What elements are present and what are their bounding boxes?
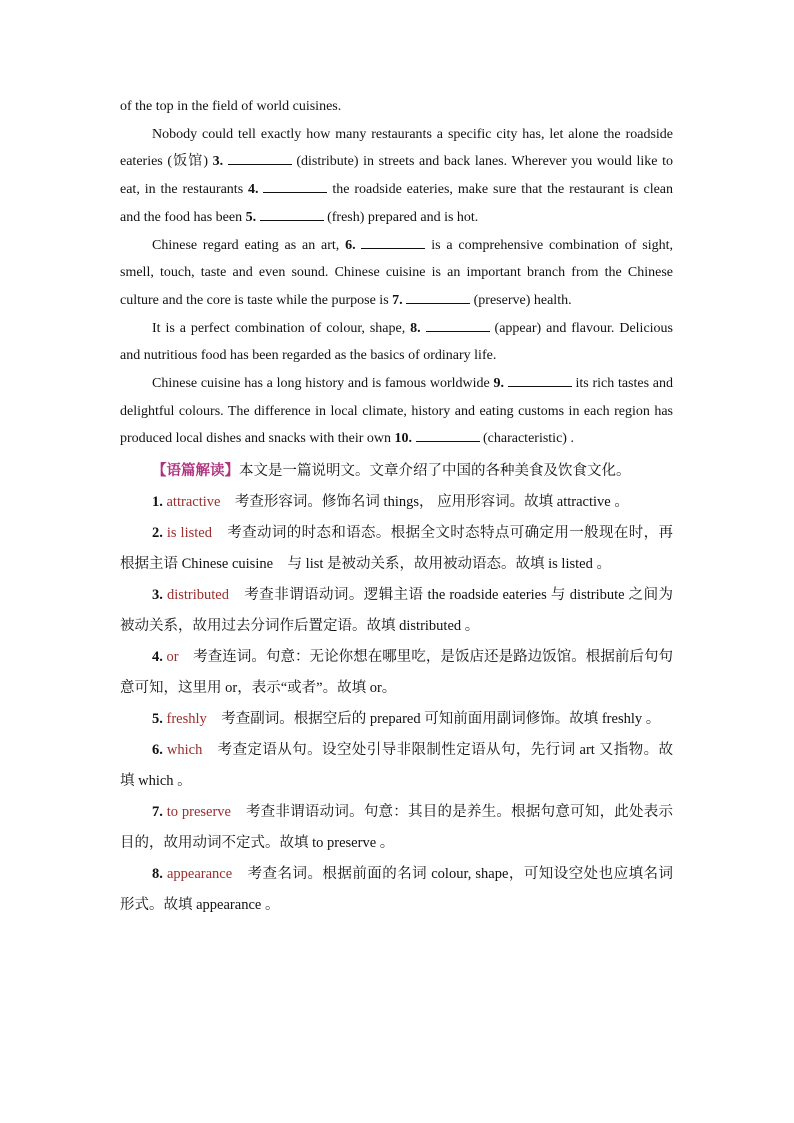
answer-number: 1.	[152, 494, 163, 511]
passage-paragraph-1	[120, 121, 673, 232]
answer-explanation: 考查非谓语动词。逻辑主语 the roadside eateries 与 distribute 之间为被动关系，故用过去分词作后置定语。故填 distributed 。	[120, 587, 673, 635]
answer-key: which	[166, 742, 203, 759]
answer-key: or	[166, 649, 179, 666]
passage-text: is a comprehensive combination of sight, smell, touch, taste and even sound. Chinese cuisine is an important branch from the Chinese culture and the core is taste while the purpose is	[120, 237, 673, 308]
passage-paragraph-2	[120, 232, 673, 315]
answer-item-8	[120, 859, 673, 921]
answer-number: 2.	[152, 525, 163, 542]
passage-text: Chinese regard eating as an art,	[152, 237, 346, 253]
answer-explanation: 考查连词。句意：无论你想在哪里吃，是饭店还是路边饭馆。根据前后句句意可知，这里用 or，表示“或者”。故填 or。	[120, 649, 674, 697]
answer-explanation: 考查形容词。修饰名词 things， 应用形容词。故填 attractive 。	[220, 494, 629, 511]
passage-text: (distribute) in streets and back lanes. Wherever you would like to eat, in the restaurants	[120, 154, 673, 198]
passage-paragraph-4	[120, 370, 673, 453]
passage-text: (appear) and flavour. Delicious and nutritious food has been regarded as the basics of ordinary life.	[120, 320, 673, 364]
passage-text: (characteristic) .	[479, 431, 574, 447]
passage-paragraph-0: of the top in the field of world cuisines.	[120, 99, 342, 114]
passage-text: Chinese cuisine has a long history and is famous worldwide	[152, 376, 494, 392]
answer-item-3	[120, 580, 673, 642]
answer-key: freshly	[166, 711, 207, 728]
passage-text: the roadside eateries, make sure that the restaurant is clean and the food has been	[120, 182, 674, 225]
answer-explanation: 考查副词。根据空后的 prepared 可知前面用副词修饰。故填 freshly 。	[206, 711, 661, 728]
passage-text: (fresh) prepared and is hot.	[323, 209, 479, 225]
answer-number: 4.	[152, 649, 163, 666]
answer-item-7	[120, 797, 673, 859]
answer-blank-4	[263, 180, 327, 193]
passage-text: its rich tastes and delightful colours. The difference in local climate, history and eating customs in each region has produced local dishes and snacks with their own	[120, 376, 674, 447]
answer-item-5	[120, 704, 673, 735]
answer-blank-3	[228, 152, 292, 165]
answer-number: 7.	[152, 804, 163, 821]
answer-item-1	[120, 487, 673, 518]
blank-number-9: 9.	[493, 376, 504, 392]
answer-blank-7	[406, 291, 470, 304]
blank-number-6: 6.	[345, 237, 356, 253]
answer-item-6	[120, 735, 673, 797]
passage-text: It is a perfect combination of colour, shape,	[152, 320, 411, 336]
answer-blank-6	[361, 236, 425, 249]
answer-key: appearance	[166, 866, 233, 883]
analysis-tag: 【语篇解读】	[152, 463, 239, 480]
answer-explanation: 考查定语从句。设空处引导非限制性定语从句，先行词 art 又指物。故填 which 。	[120, 742, 674, 790]
blank-number-4: 4.	[248, 182, 259, 198]
passage	[120, 93, 673, 453]
answer-number: 8.	[152, 866, 163, 883]
answer-number: 6.	[152, 742, 163, 759]
answer-blank-5	[260, 208, 324, 221]
answer-explanation: 考查非谓语动词。句意：其目的是养生。根据句意可知，此处表示目的，故用动词不定式。故填 to preserve 。	[120, 804, 673, 852]
blank-number-8: 8.	[410, 320, 421, 336]
analysis-intro-text: 本文是一篇说明文。文章介绍了中国的各种美食及饮食文化。	[239, 463, 631, 480]
answer-key: distributed	[166, 587, 229, 604]
analysis-section	[120, 456, 673, 921]
answer-blank-10	[416, 429, 480, 442]
blank-number-3: 3.	[212, 154, 224, 170]
answer-blank-8	[426, 319, 490, 332]
answer-item-2	[120, 518, 673, 580]
answer-number: 5.	[152, 711, 163, 728]
answer-item-4	[120, 642, 673, 704]
passage-text: Nobody could tell exactly how many restaurants a specific city has, let alone the roadside eateries (饭馆)	[120, 126, 673, 170]
document-content	[120, 93, 673, 921]
answer-key: is listed	[166, 525, 212, 542]
answer-key: attractive	[166, 494, 221, 511]
answer-explanation: 考查动词的时态和语态。根据全文时态特点可确定用一般现在时，再根据主语 Chinese cuisine 与 list 是被动关系，故用被动语态。故填 is listed 。	[120, 525, 674, 573]
answer-explanation: 考查名词。根据前面的名词 colour, shape，可知设空处也应填名词形式。故填 appearance 。	[120, 866, 673, 914]
analysis-intro	[120, 456, 673, 487]
answer-key: to preserve	[166, 804, 231, 821]
answer-blank-9	[508, 374, 572, 387]
passage-paragraph-3	[120, 315, 673, 370]
answer-number: 3.	[152, 587, 163, 604]
blank-number-5: 5.	[245, 209, 257, 225]
blank-number-7: 7.	[392, 292, 403, 308]
passage-text: (preserve) health.	[470, 292, 572, 308]
blank-number-10: 10.	[394, 431, 412, 447]
